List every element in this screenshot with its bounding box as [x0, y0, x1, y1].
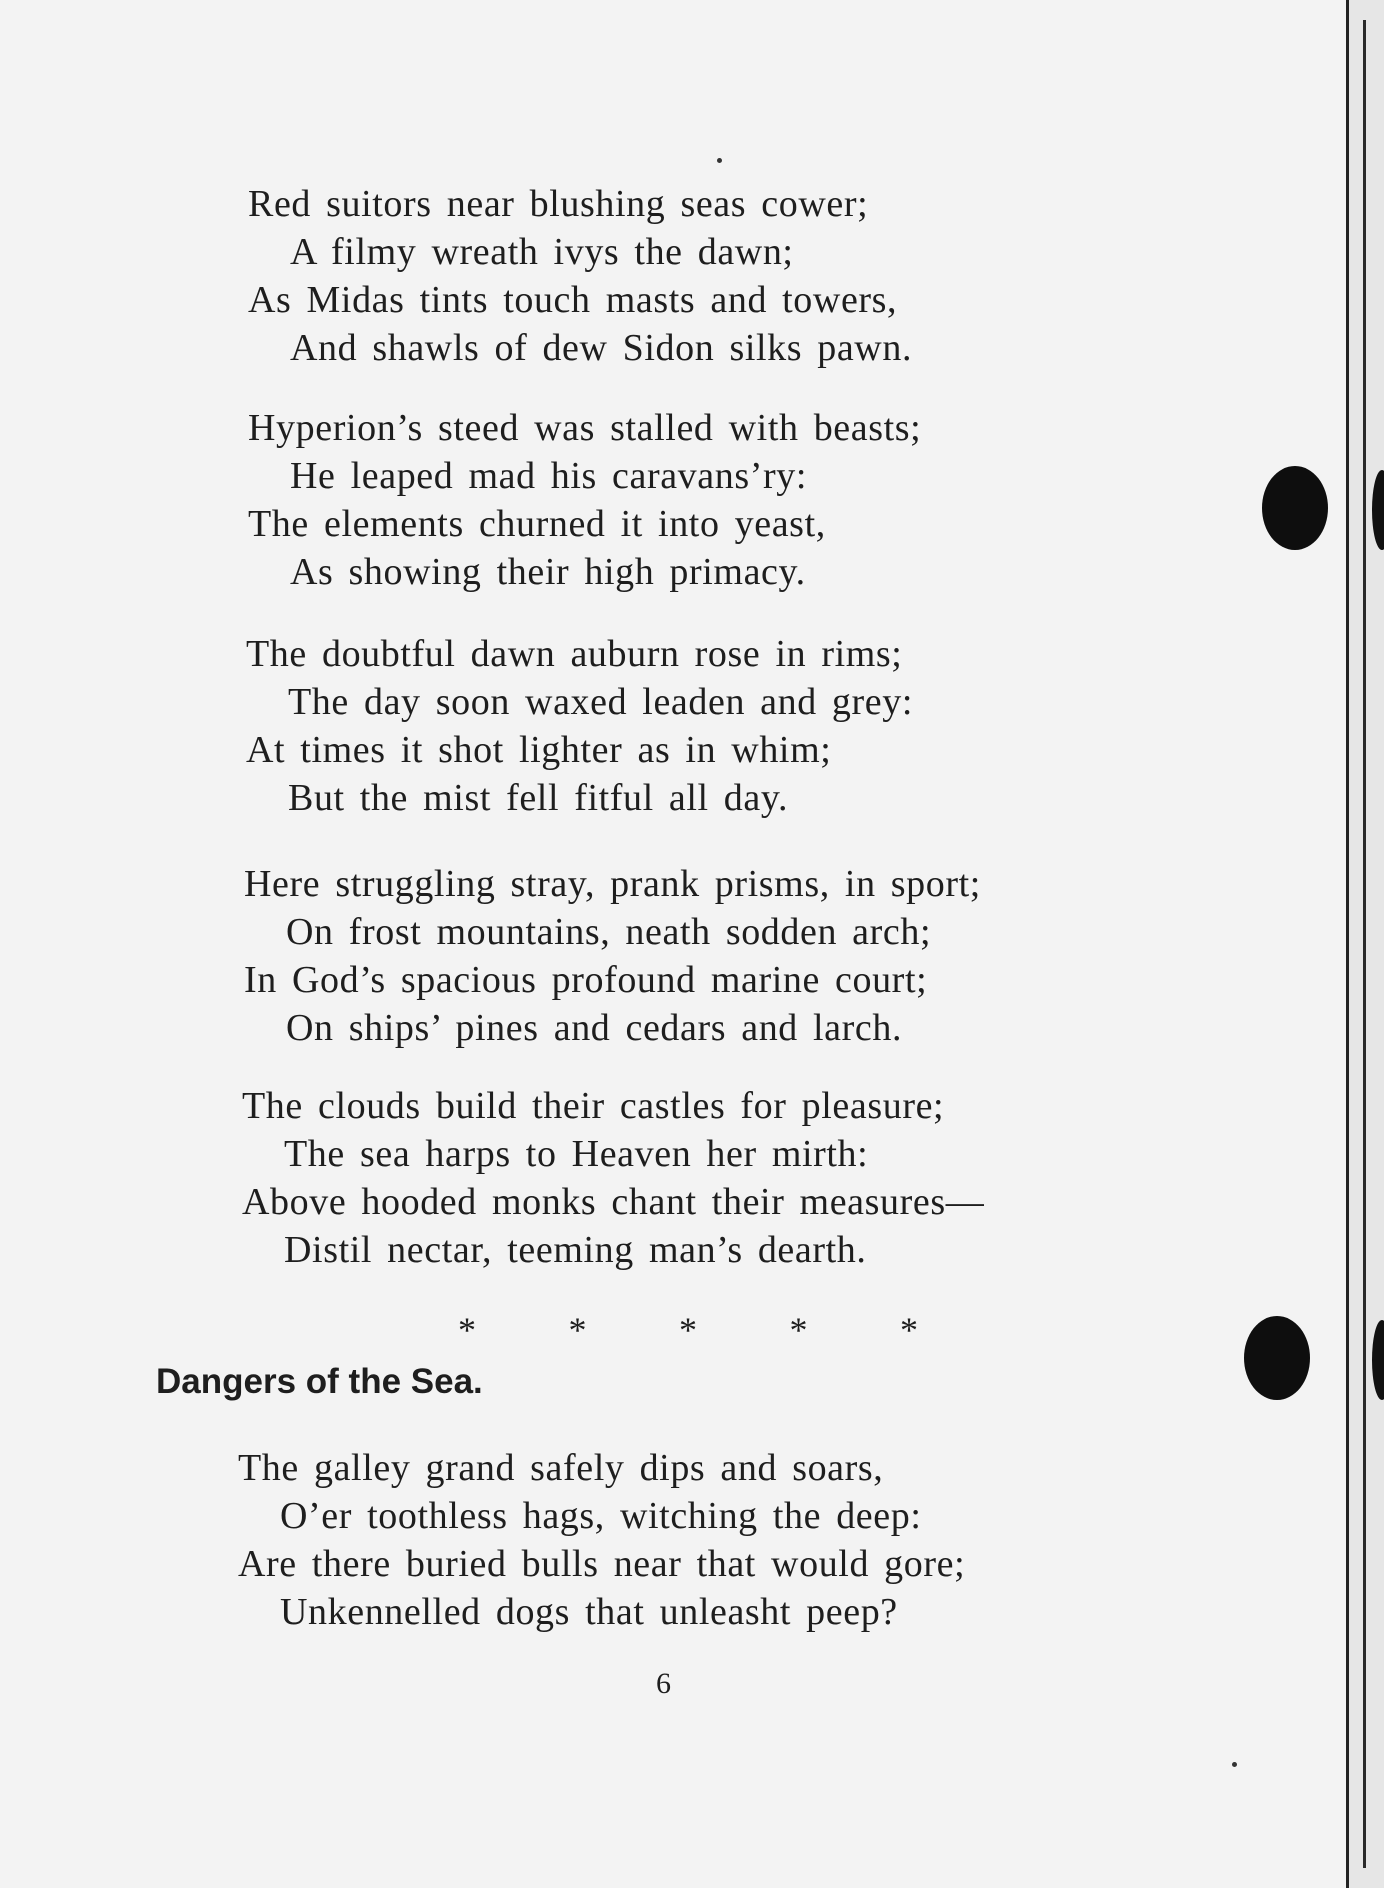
verse-line: But the mist fell fitful all day.	[288, 777, 789, 819]
verse-line: The clouds build their castles for pleasure;	[242, 1085, 945, 1127]
separator-star: *	[568, 1310, 587, 1350]
verse-line: Distil nectar, teeming man’s dearth.	[284, 1229, 867, 1271]
verse-line: Unkennelled dogs that unleasht peep?	[280, 1591, 898, 1633]
stanza-6	[238, 1444, 965, 1636]
verse-line: He leaped mad his caravans’ry:	[290, 455, 808, 497]
stanza-3	[246, 630, 913, 822]
section-heading: Dangers of the Sea.	[156, 1362, 483, 1401]
page-number: 6	[656, 1667, 671, 1700]
verse-line: The doubtful dawn auburn rose in rims;	[246, 633, 903, 675]
punch-hole	[1244, 1316, 1310, 1400]
separator-star: *	[789, 1310, 808, 1350]
verse-line: Hyperion’s steed was stalled with beasts;	[248, 407, 922, 449]
verse-line: As showing their high primacy.	[290, 551, 806, 593]
section-separator	[458, 1310, 918, 1350]
punch-hole	[1262, 466, 1328, 550]
page-edge	[1346, 0, 1384, 1888]
verse-line: The day soon waxed leaden and grey:	[288, 681, 914, 723]
separator-star: *	[679, 1310, 697, 1350]
verse-line: The sea harps to Heaven her mirth:	[284, 1133, 869, 1175]
stanza-1	[248, 180, 912, 372]
verse-line: And shawls of dew Sidon silks pawn.	[290, 327, 913, 369]
dust-speck	[1232, 1762, 1237, 1767]
verse-line: In God’s spacious profound marine court;	[244, 959, 928, 1001]
verse-line: The elements churned it into yeast,	[248, 503, 826, 545]
separator-star: *	[458, 1310, 476, 1350]
page-edge-line	[1363, 20, 1366, 1868]
dust-speck	[717, 158, 722, 163]
verse-line: Red suitors near blushing seas cower;	[248, 183, 869, 225]
verse-line: Here struggling stray, prank prisms, in sport;	[244, 863, 981, 905]
verse-line: A filmy wreath ivys the dawn;	[290, 231, 794, 273]
separator-star: *	[900, 1310, 918, 1350]
verse-line: Are there buried bulls near that would gore;	[238, 1543, 966, 1585]
verse-line: On frost mountains, neath sodden arch;	[286, 911, 932, 953]
verse-line: The galley grand safely dips and soars,	[238, 1447, 884, 1489]
verse-line: As Midas tints touch masts and towers,	[248, 279, 898, 321]
stanza-5	[242, 1082, 984, 1274]
stanza-2	[248, 404, 921, 596]
verse-line: At times it shot lighter as in whim;	[246, 729, 832, 771]
verse-line: Above hooded monks chant their measures—	[242, 1181, 985, 1223]
verse-line: On ships’ pines and cedars and larch.	[286, 1007, 903, 1049]
stanza-4	[244, 860, 981, 1052]
verse-line: O’er toothless hags, witching the deep:	[280, 1495, 922, 1537]
